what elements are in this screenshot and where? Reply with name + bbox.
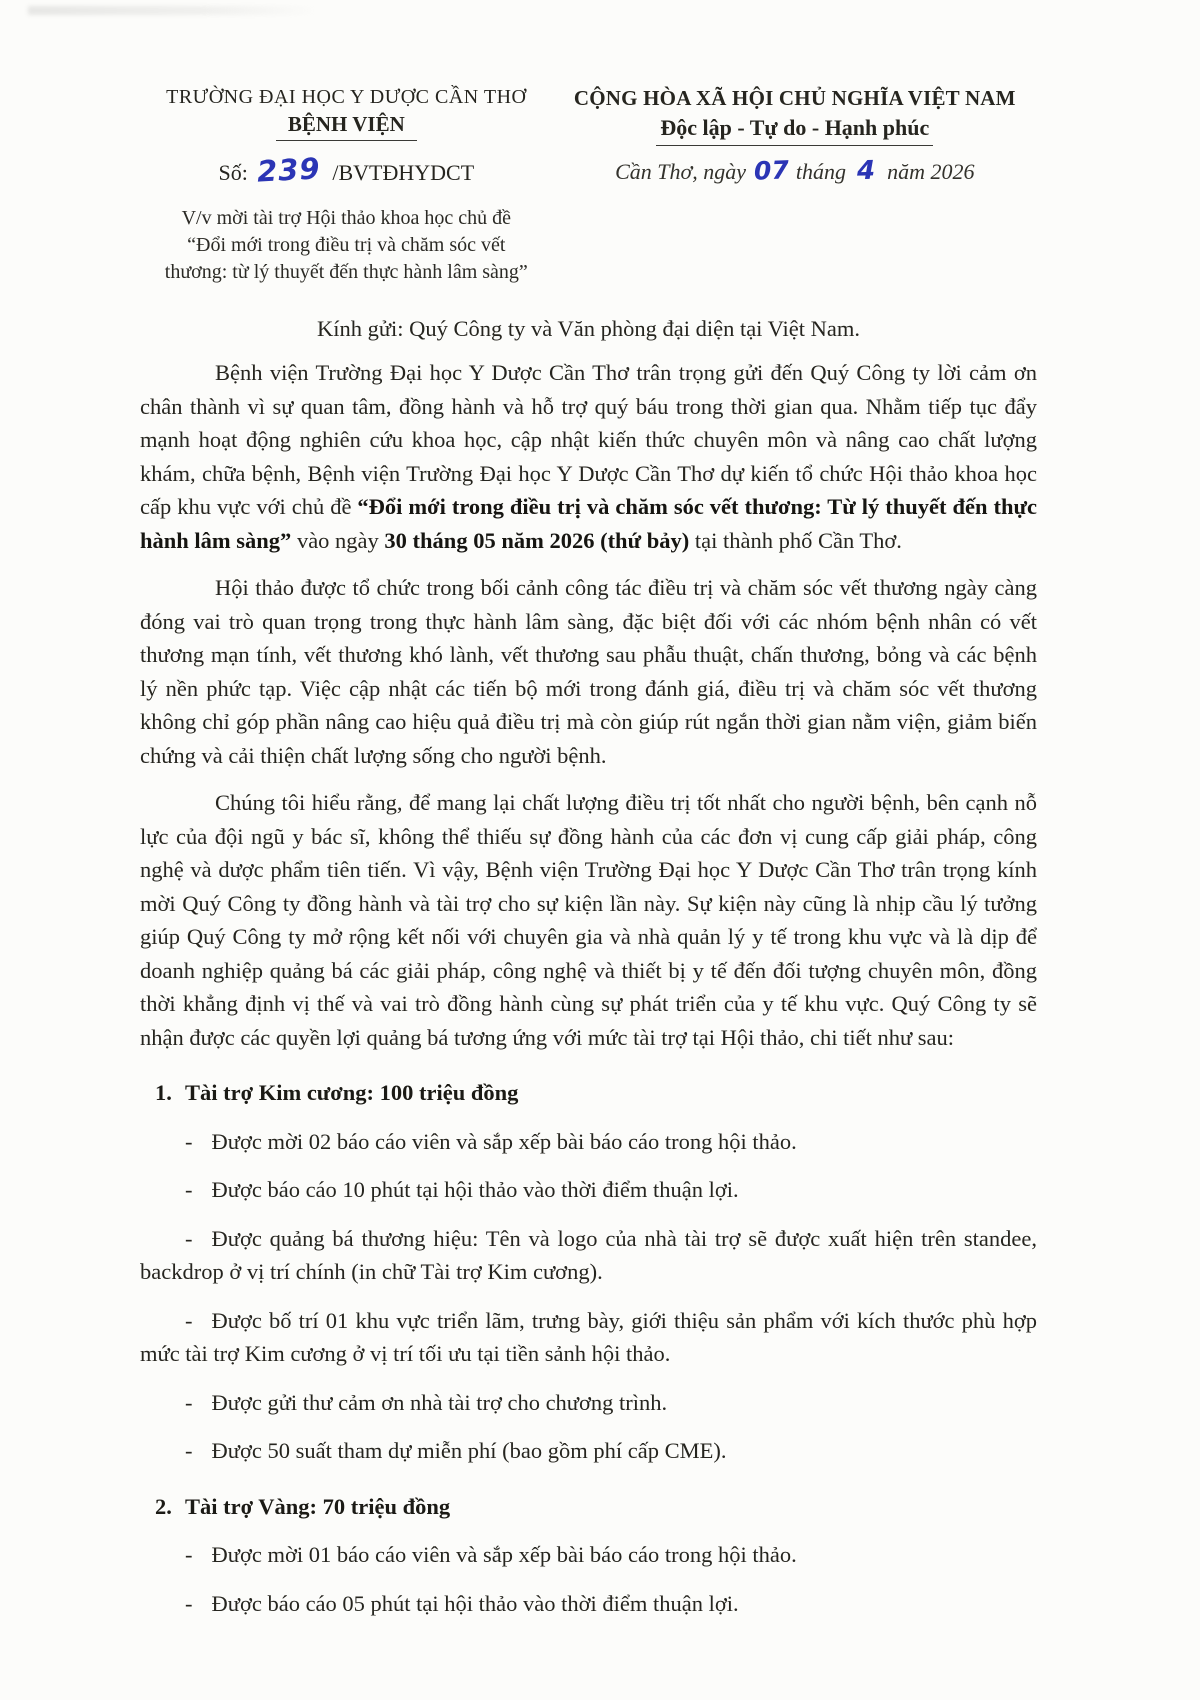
subject-line-1: V/v mời tài trợ Hội thảo khoa học chủ đề bbox=[181, 207, 512, 229]
header-left-block bbox=[140, 86, 553, 286]
letter-header bbox=[140, 86, 1037, 286]
bullet-dash: - bbox=[185, 1438, 193, 1463]
p1-seg1: Bệnh viện Trường Đại học Y Dược Cần Thơ trân trọng gửi đến Quý Công ty lời cảm ơn chân thành vì sự quan tâm, đồng hành và hỗ trợ quý báu trong thời gian qua. Nhằm tiếp tục đẩy mạnh hoạt động nghiên cứu khoa học, cập nhật kiến thức chuyên môn và nâng cao chất lượng khám, chữa bệnh, Bệnh viện Trường Đại học Y Dược Cần Thơ dự kiến tổ chức Hội thảo khoa học cấp khu vực với chủ đề bbox=[140, 360, 1037, 519]
bullet-dash: - bbox=[185, 1225, 193, 1251]
section-2-number: 2. bbox=[155, 1493, 172, 1519]
section-1-bullet-6: - Được 50 suất tham dự miễn phí (bao gồm phí cấp CME). bbox=[140, 1434, 1037, 1468]
so-label: Số: bbox=[218, 160, 248, 185]
section-1-bullet-5: - Được gửi thư cảm ơn nhà tài trợ cho chương trình. bbox=[140, 1386, 1037, 1420]
national-motto-line2: Độc lập - Tự do - Hạnh phúc bbox=[553, 115, 1037, 146]
date-prefix: Cần Thơ, ngày bbox=[615, 159, 747, 184]
p1-topic-bold: “Đổi mới trong điều trị và chăm sóc vết thương: Từ lý thuyết đến thực hành lâm sàng” bbox=[140, 494, 1037, 553]
org-name: BỆNH VIỆN bbox=[140, 112, 553, 141]
p1-date-bold: 30 tháng 05 năm 2026 (thứ bảy) bbox=[384, 527, 690, 553]
section-1-bullet-1: - Được mời 02 báo cáo viên và sắp xếp bài báo cáo trong hội thảo. bbox=[140, 1125, 1037, 1159]
scan-artifact bbox=[28, 6, 318, 15]
salutation: Kính gửi: Quý Công ty và Văn phòng đại diện tại Việt Nam. bbox=[316, 316, 861, 341]
paragraph-1 bbox=[140, 356, 1037, 557]
section-1-heading bbox=[140, 1076, 1037, 1110]
paragraph-2: Hội thảo được tổ chức trong bối cảnh công tác điều trị và chăm sóc vết thương ngày càng đóng vai trò quan trọng trong thực hành lâm sàng, đặc biệt đối với các nhóm bệnh nhân có vết thương mạn tính, vết thương khó lành, vết thương sau phẫu thuật, chấn thương, bỏng và các bệnh lý nền phức tạp. Việc cập nhật các tiến bộ mới trong đánh giá, điều trị và chăm sóc vết thương không chỉ góp phần nâng cao hiệu quả điều trị mà còn giúp rút ngắn thời gian nằm viện, giảm biến chứng và cải thiện chất lượng sống cho người bệnh. bbox=[140, 575, 1037, 768]
section-2-bullet-2: - Được báo cáo 05 phút tại hội thảo vào thời điểm thuận lợi. bbox=[140, 1587, 1037, 1621]
subject-block bbox=[140, 205, 553, 286]
date-suffix: năm 2026 bbox=[887, 159, 975, 184]
bullet-dash: - bbox=[185, 1128, 193, 1154]
handwritten-day: 07 bbox=[753, 155, 789, 186]
section-1-title: Tài trợ Kim cương: 100 triệu đồng bbox=[185, 1080, 519, 1105]
bullet-dash: - bbox=[185, 1389, 193, 1415]
bullet-dash: - bbox=[185, 1542, 193, 1567]
section-2-heading bbox=[140, 1490, 1037, 1524]
subject-line-3: thương: từ lý thuyết đến thực hành lâm sàng” bbox=[164, 261, 528, 283]
handwritten-month: 4 bbox=[857, 155, 876, 187]
subject-line-2: “Đổi mới trong điều trị và chăm sóc vết bbox=[187, 234, 506, 256]
p1-seg3: vào ngày bbox=[291, 527, 385, 553]
section-1-bullet-4: - Được bố trí 01 khu vực triển lãm, trưng bày, giới thiệu sản phẩm với kích thước phù hợp mức tài trợ Kim cương ở vị trí tối ưu tại tiền sảnh hội thảo. bbox=[140, 1304, 1037, 1371]
so-suffix: /BVTĐHYDCT bbox=[332, 160, 475, 185]
document-number-line bbox=[140, 153, 553, 187]
section-1-number: 1. bbox=[155, 1080, 172, 1105]
section-2-bullet-1: - Được mời 01 báo cáo viên và sắp xếp bài báo cáo trong hội thảo. bbox=[140, 1538, 1037, 1572]
section-2-title: Tài trợ Vàng: 70 triệu đồng bbox=[185, 1493, 451, 1519]
section-1-bullet-3: - Được quảng bá thương hiệu: Tên và logo của nhà tài trợ sẽ được xuất hiện trên standee, backdrop ở vị trí chính (in chữ Tài trợ Kim cương). bbox=[140, 1222, 1037, 1289]
bullet-dash: - bbox=[185, 1307, 193, 1333]
bullet-dash: - bbox=[185, 1177, 193, 1202]
national-motto-line1: CỘNG HÒA XÃ HỘI CHỦ NGHĨA VIỆT NAM bbox=[573, 86, 1016, 110]
bullet-dash: - bbox=[185, 1590, 193, 1616]
org-parent-name: TRƯỜNG ĐẠI HỌC Y DƯỢC CẦN THƠ bbox=[166, 86, 527, 108]
date-line bbox=[553, 156, 1037, 186]
handwritten-document-number: 239 bbox=[256, 151, 322, 189]
section-1-bullet-2: - Được báo cáo 10 phút tại hội thảo vào thời điểm thuận lợi. bbox=[140, 1173, 1037, 1207]
date-thang: tháng bbox=[795, 159, 846, 184]
header-right-block bbox=[553, 86, 1037, 286]
paragraph-3: Chúng tôi hiểu rằng, để mang lại chất lượng điều trị tốt nhất cho người bệnh, bên cạnh nỗ lực của đội ngũ y bác sĩ, không thể thiếu sự đồng hành của các đơn vị cung cấp giải pháp, công nghệ và dược phẩm tiên tiến. Vì vậy, Bệnh viện Trường Đại học Y Dược Cần Thơ trân trọng kính mời Quý Công ty đồng hành và tài trợ cho sự kiện lần này. Sự kiện này cũng là nhịp cầu lý tưởng giúp Quý Công ty mở rộng kết nối với chuyên gia và nhà quản lý y tế trong khu vực và là dịp để doanh nghiệp quảng bá các giải pháp, công nghệ và thiết bị y tế đến đối tượng chuyên môn, đồng thời khẳng định vị thế và vai trò đồng hành cùng sự phát triển của y tế khu vực. Quý Công ty sẽ nhận được các quyền lợi quảng bá tương ứng với mức tài trợ tại Hội thảo, chi tiết như sau: bbox=[140, 790, 1037, 1050]
p1-seg5: tại thành phố Cần Thơ. bbox=[689, 527, 902, 553]
